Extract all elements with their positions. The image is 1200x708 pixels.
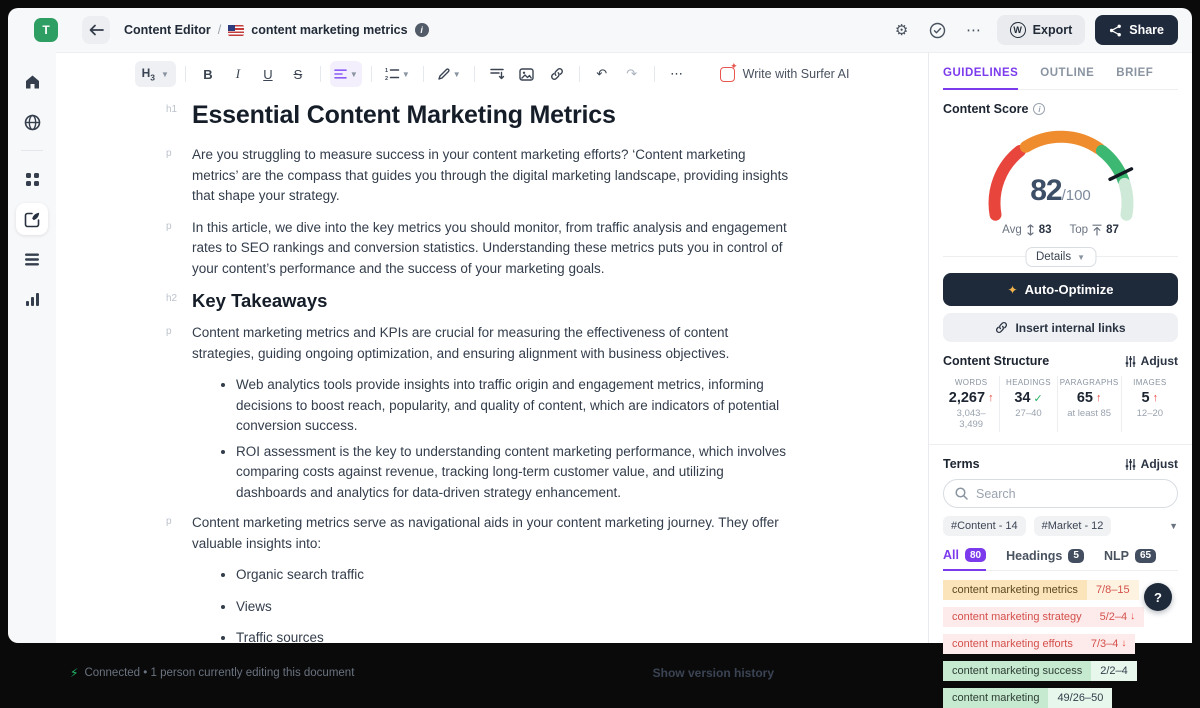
highlight-pen-dropdown[interactable] — [433, 61, 465, 87]
doc-paragraph[interactable]: In this article, we dive into the key metrics you should monitor, from traffic analysis and engagement rates to SEO rankings and conversion statistics. Understanding these metrics puts you in control of your content’s performance and the success of your marketing goals. — [192, 219, 787, 276]
terms-tab-all[interactable] — [943, 544, 986, 571]
breadcrumb-app[interactable]: Content Editor — [124, 23, 211, 37]
heading-style-dropdown[interactable] — [135, 61, 176, 87]
term-label: content marketing metrics — [943, 580, 1087, 600]
connection-bolt-icon: ⚡ — [70, 665, 79, 680]
hashtag-chip[interactable]: #Content - 14 — [943, 516, 1026, 536]
link-icon — [995, 321, 1008, 334]
content-structure-title: Content Structure — [943, 354, 1050, 368]
count-badge: 5 — [1068, 549, 1084, 563]
list-item[interactable]: • Views — [236, 597, 792, 618]
undo-button[interactable]: ↶ — [596, 66, 608, 81]
list-item[interactable]: • Organic search traffic — [236, 565, 792, 586]
term-label: content marketing strategy — [943, 607, 1091, 627]
svg-text:1: 1 — [384, 68, 388, 75]
top-value: 87 — [1106, 224, 1119, 236]
term-chip[interactable] — [943, 580, 1139, 600]
doc-paragraph[interactable]: Content marketing metrics serve as navigational aids in your content marketing journey. They offer valuable insights into: — [192, 515, 779, 551]
tab-brief[interactable]: BRIEF — [1116, 67, 1154, 79]
show-version-history-link[interactable]: Show version history — [652, 665, 774, 680]
search-icon — [955, 487, 968, 500]
hashtag-chip[interactable]: #Market - 12 — [1034, 516, 1112, 536]
share-button[interactable] — [1095, 15, 1178, 45]
app-window — [8, 8, 1192, 704]
heading-label: H — [141, 65, 151, 80]
block-tag-label: p — [166, 516, 172, 527]
block-tag-label: p — [166, 148, 172, 159]
term-label: content marketing — [943, 688, 1048, 708]
insert-image-button[interactable] — [514, 61, 540, 87]
check-circle-icon[interactable] — [925, 17, 951, 43]
score-benchmarks — [943, 224, 1178, 236]
toolbar-more-icon[interactable]: ⋯ — [670, 66, 684, 81]
doc-heading-2[interactable]: Key Takeaways — [192, 290, 328, 311]
term-label: content marketing efforts — [943, 634, 1082, 654]
connection-status: Connected • 1 person currently editing this document — [84, 666, 355, 679]
home-icon — [24, 74, 41, 90]
align-left-icon — [334, 69, 347, 79]
insert-internal-links-button[interactable] — [943, 313, 1178, 342]
terms-title: Terms — [943, 457, 980, 471]
indent-down-icon — [490, 68, 504, 80]
guidelines-panel — [928, 52, 1192, 704]
terms-tab-label: Headings — [1006, 548, 1063, 563]
check-icon: ✓ — [1033, 392, 1043, 405]
doc-paragraph[interactable]: Are you struggling to measure success in your content marketing efforts? ‘Content marketing metrics’ are the compass that guides you through the digital marketing landscape, providing insights that shape your strategy. — [192, 147, 789, 203]
list-item[interactable]: • ROI assessment is the key to understanding content marketing performance, which involves comparing costs against revenue, tracking long-term customer value, and utilizing dashboards and analytics for data-driven strategy enhancement. — [236, 442, 792, 504]
doc-bullet-list — [236, 565, 792, 649]
terms-tab-label: NLP — [1103, 548, 1129, 563]
heading-level: 3 — [150, 72, 155, 83]
auto-optimize-label: Auto-Optimize — [1024, 282, 1114, 297]
sidebar-item-home[interactable] — [16, 66, 48, 98]
write-with-surfer-ai-button[interactable] — [720, 67, 850, 82]
sliders-icon — [1125, 459, 1136, 470]
terms-tab-label: All — [943, 548, 959, 562]
count-badge: 65 — [1135, 549, 1156, 563]
document-content[interactable] — [166, 101, 792, 649]
adjust-label: Adjust — [1140, 354, 1178, 368]
arrow-down-icon: ↓ — [1121, 638, 1127, 649]
sparkles-icon: ✦ — [1007, 282, 1018, 297]
term-chip[interactable] — [943, 661, 1137, 681]
stat-images[interactable] — [1121, 376, 1178, 432]
bold-button[interactable]: B — [203, 66, 213, 82]
stat-label: PARAGRAPHS — [1059, 378, 1119, 387]
italic-button[interactable]: I — [235, 66, 241, 81]
settings-gear-icon[interactable]: ⚙ — [894, 22, 909, 39]
doc-bullet-list — [236, 375, 792, 503]
term-chip[interactable] — [943, 634, 1135, 654]
structure-adjust-button[interactable] — [1125, 354, 1178, 368]
chevron-down-icon: ▼ — [160, 69, 169, 79]
arrow-up-icon: ↑ — [1152, 392, 1159, 404]
sidebar-item-domains[interactable] — [16, 106, 48, 138]
bar-chart-icon — [25, 292, 40, 307]
term-chip[interactable] — [943, 688, 1112, 708]
export-label: Export — [1032, 23, 1073, 37]
sidebar-item-analytics[interactable] — [16, 283, 48, 315]
back-button[interactable] — [82, 16, 110, 44]
score-denominator: /100 — [1061, 187, 1091, 204]
editor-statusbar — [56, 660, 928, 686]
doc-paragraph[interactable]: Content marketing metrics and KPIs are crucial for measuring the effectiveness of content strategies, guiding ongoing optimization, and ensuring alignment with business objectives. — [192, 325, 730, 361]
avg-label: Avg — [1002, 224, 1022, 236]
details-dropdown[interactable] — [1025, 247, 1096, 267]
doc-heading-1[interactable]: Essential Content Marketing Metrics — [192, 101, 616, 129]
avg-value: 83 — [1038, 224, 1052, 236]
more-options-icon[interactable]: ⋯ — [966, 22, 982, 39]
stat-value: 2,267 — [948, 390, 986, 406]
wordpress-icon: W — [1010, 22, 1026, 38]
content-score-title: Content Score — [943, 102, 1029, 116]
sidebar-item-content[interactable] — [16, 243, 48, 275]
export-button[interactable] — [997, 15, 1086, 45]
stat-value: 5 — [1141, 390, 1150, 406]
pen-icon — [437, 68, 450, 81]
stat-label: IMAGES — [1133, 378, 1167, 387]
chevron-down-icon: ▼ — [401, 69, 410, 79]
term-count: 2/2–4 — [1100, 665, 1128, 677]
block-tag-label: h2 — [166, 293, 178, 304]
alignment-dropdown[interactable] — [330, 61, 362, 87]
document-title[interactable]: content marketing metrics — [251, 23, 408, 37]
terms-search[interactable] — [943, 479, 1178, 508]
redo-button[interactable]: ↷ — [626, 66, 638, 81]
underline-button[interactable]: U — [263, 66, 273, 82]
list-icon — [24, 253, 40, 266]
info-icon[interactable]: i — [1033, 103, 1045, 115]
details-label: Details — [1035, 251, 1072, 263]
us-flag-icon — [228, 25, 244, 36]
terms-filter-tabs — [943, 544, 1178, 571]
image-icon — [519, 68, 534, 81]
block-tag-label: h1 — [166, 104, 178, 115]
term-chip-list — [943, 580, 1178, 708]
tab-guidelines[interactable]: GUIDELINES — [943, 59, 1018, 90]
auto-optimize-button[interactable] — [943, 273, 1178, 306]
count-badge: 80 — [965, 548, 986, 562]
breadcrumb — [124, 23, 429, 37]
info-icon[interactable]: i — [415, 23, 429, 37]
svg-text:2: 2 — [384, 75, 388, 82]
surfer-ai-icon — [720, 67, 735, 82]
adjust-label: Adjust — [1140, 457, 1178, 471]
sidebar-item-editor[interactable] — [16, 203, 48, 235]
document-scroll-area[interactable] — [56, 91, 928, 660]
breadcrumb-separator: / — [217, 23, 222, 37]
list-dropdown[interactable] — [381, 61, 414, 87]
stat-label: WORDS — [954, 378, 988, 387]
to-top-icon — [1092, 224, 1102, 236]
sidebar-divider — [21, 150, 43, 151]
block-tag-label: p — [166, 220, 172, 232]
terms-tab-nlp[interactable] — [1104, 544, 1156, 570]
term-count: 49/26–50 — [1057, 692, 1104, 704]
stat-range: 3,043–3,499 — [956, 408, 986, 430]
grid-icon — [25, 172, 40, 187]
formatting-toolbar — [56, 53, 928, 91]
term-count: 7/8–15 — [1095, 584, 1130, 596]
block-tag-label: p — [166, 326, 172, 337]
content-score-gauge — [961, 118, 1161, 222]
top-header — [8, 8, 1192, 52]
chevron-down-icon: ▼ — [1077, 252, 1086, 262]
term-label: content marketing success — [943, 661, 1091, 681]
help-button[interactable]: ? — [1144, 583, 1172, 611]
share-label: Share — [1129, 23, 1164, 37]
stat-label: HEADINGS — [1006, 378, 1052, 387]
editor-area — [56, 52, 928, 680]
score-value: 82 — [1030, 174, 1062, 207]
stat-range: at least 85 — [1067, 408, 1112, 419]
average-icon — [1026, 224, 1035, 236]
terms-adjust-button[interactable] — [1125, 457, 1178, 471]
insert-below-button[interactable] — [484, 61, 510, 87]
stat-value: 34 — [1014, 390, 1031, 406]
top-label: Top — [1069, 224, 1089, 236]
content-structure-stats — [943, 376, 1178, 432]
stat-range: 12–20 — [1136, 408, 1164, 419]
stat-value: 65 — [1076, 390, 1093, 406]
arrow-up-icon: ↑ — [1096, 392, 1102, 404]
chevron-down-icon[interactable]: ▼ — [1169, 521, 1178, 531]
chevron-down-icon: ▼ — [349, 69, 358, 79]
ordered-list-icon — [385, 68, 399, 80]
compose-icon — [24, 211, 41, 228]
term-count: 7/3–4 — [1090, 638, 1119, 650]
stat-words[interactable] — [943, 376, 999, 432]
sliders-icon — [1125, 356, 1136, 367]
stat-range: 27–40 — [1015, 408, 1042, 419]
insert-link-button[interactable] — [544, 61, 570, 87]
arrow-up-icon: ↑ — [988, 392, 994, 404]
left-sidebar — [8, 52, 56, 643]
tab-outline[interactable]: OUTLINE — [1040, 67, 1095, 79]
term-chip[interactable] — [943, 607, 1144, 627]
search-input[interactable] — [976, 487, 1166, 501]
strikethrough-button[interactable]: S — [293, 66, 303, 82]
sidebar-item-dashboard[interactable] — [16, 163, 48, 195]
stat-headings[interactable] — [999, 376, 1056, 432]
arrow-down-icon: ↓ — [1130, 611, 1136, 622]
term-count: 5/2–4 — [1099, 611, 1128, 623]
link-icon — [550, 67, 564, 81]
share-nodes-icon — [1109, 24, 1122, 37]
surfer-ai-label: Write with Surfer AI — [742, 67, 850, 81]
stat-paragraphs[interactable] — [1057, 376, 1121, 432]
chevron-down-icon: ▼ — [452, 69, 461, 79]
globe-icon — [24, 114, 41, 131]
hashtag-filters — [943, 516, 1178, 536]
list-item[interactable]: • Traffic sources — [236, 628, 792, 649]
panel-tabs — [943, 59, 1178, 90]
score-readout — [961, 174, 1161, 208]
list-item[interactable]: • Web analytics tools provide insights into traffic origin and engagement metrics, informing decisions to boost reach, popularity, and quality of content, which are indicators of potential conversion success. — [236, 375, 792, 437]
terms-tab-headings[interactable] — [1006, 544, 1084, 570]
workspace-avatar[interactable]: T — [34, 18, 58, 42]
insert-links-label: Insert internal links — [1015, 320, 1126, 335]
